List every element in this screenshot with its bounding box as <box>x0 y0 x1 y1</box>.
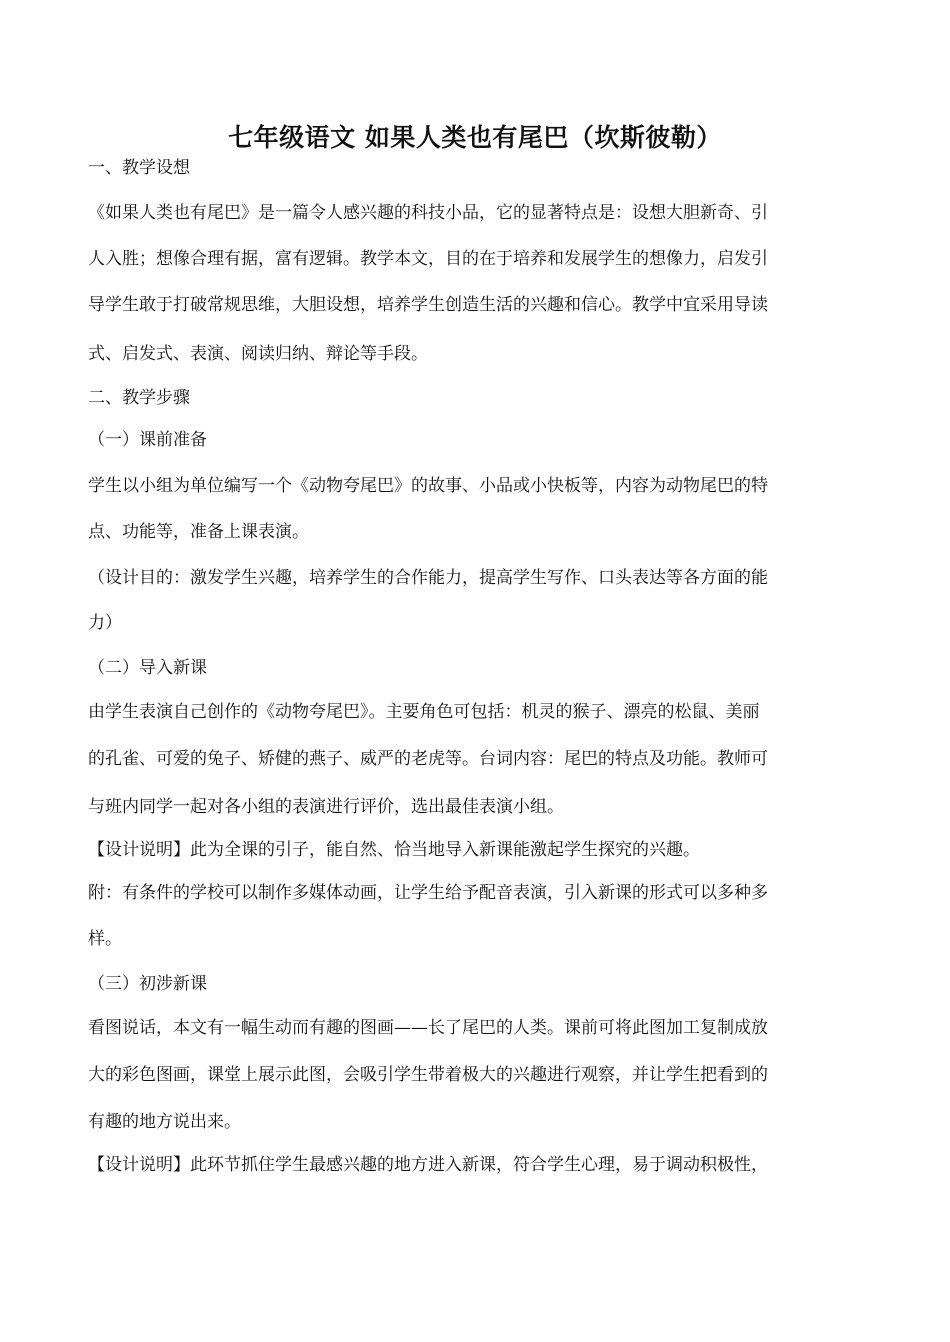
subheading-preparation: （一）课前准备 <box>88 430 207 450</box>
design-note: 【设计说明】此为全课的引子，能自然、恰当地导入新课能激起学生探究的兴趣。 <box>88 840 700 860</box>
paragraph-line: 导学生敢于打破常规思维，大胆设想，培养学生创造生活的兴趣和信心。教学中宜采用导读 <box>88 295 768 315</box>
document-title: 七年级语文 如果人类也有尾巴（坎斯彼勒） <box>228 123 722 152</box>
paragraph-line: 学生以小组为单位编写一个《动物夸尾巴》的故事、小品或小快板等，内容为动物尾巴的特 <box>88 476 768 496</box>
paragraph-line: 的孔雀、可爱的兔子、矫健的燕子、威严的老虎等。台词内容：尾巴的特点及功能。教师可 <box>88 749 768 769</box>
paragraph-line: 样。 <box>88 929 122 949</box>
paragraph-line: 与班内同学一起对各小组的表演进行评价，选出最佳表演小组。 <box>88 797 564 817</box>
paragraph-line: 《如果人类也有尾巴》是一篇令人感兴趣的科技小品，它的显著特点是：设想大胆新奇、引 <box>88 203 768 223</box>
paragraph-line: 看图说话，本文有一幅生动而有趣的图画——长了尾巴的人类。课前可将此图加工复制成放 <box>88 1018 768 1038</box>
paragraph-line: 点、功能等，准备上课表演。 <box>88 522 309 542</box>
paragraph-line: 有趣的地方说出来。 <box>88 1112 241 1132</box>
paragraph-line: 式、启发式、表演、阅读归纳、辩论等手段。 <box>88 344 428 364</box>
section-heading-teaching-idea: 一、教学设想 <box>88 158 190 178</box>
paragraph-line: 人入胜；想像合理有据，富有逻辑。教学本文，目的在于培养和发展学生的想像力，启发引 <box>88 249 768 269</box>
paragraph-line: 大的彩色图画，课堂上展示此图，会吸引学生带着极大的兴趣进行观察，并让学生把看到的 <box>88 1065 768 1085</box>
paragraph-line: 力） <box>88 613 122 633</box>
design-note: 【设计说明】此环节抓住学生最感兴趣的地方进入新课，符合学生心理，易于调动积极性， <box>88 1155 768 1175</box>
subheading-introduction: （二）导入新课 <box>88 658 207 678</box>
section-heading-teaching-steps: 二、教学步骤 <box>88 388 190 408</box>
subheading-first-look: （三）初涉新课 <box>88 974 207 994</box>
paragraph-line: 由学生表演自己创作的《动物夸尾巴》。主要角色可包括：机灵的猴子、漂亮的松鼠、美丽 <box>88 702 760 722</box>
paragraph-line: （设计目的：激发学生兴趣，培养学生的合作能力，提高学生写作、口头表达等各方面的能 <box>88 568 768 588</box>
paragraph-line: 附：有条件的学校可以制作多媒体动画，让学生给予配音表演，引入新课的形式可以多种多 <box>88 883 768 903</box>
